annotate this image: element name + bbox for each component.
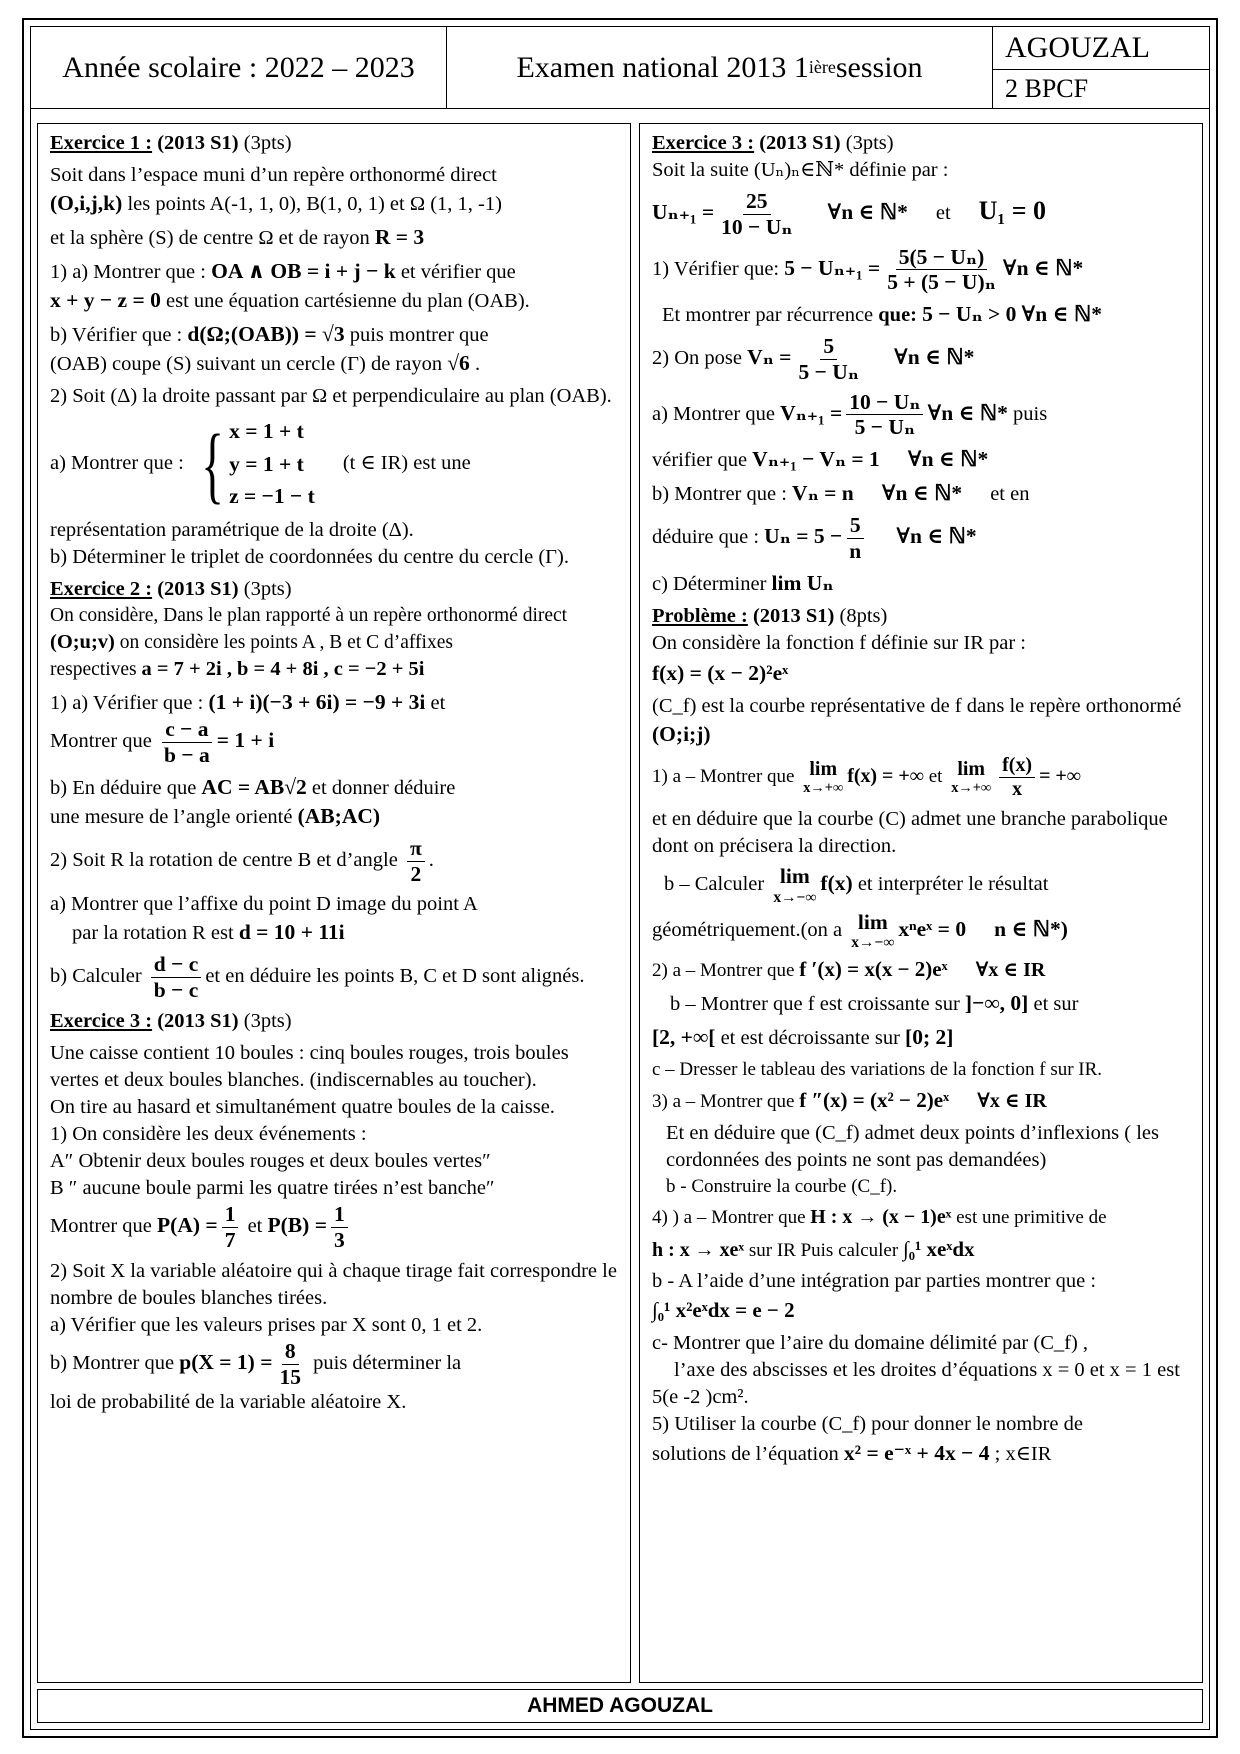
ex3l-q2b-frac — [276, 1339, 304, 1390]
pb-q1b-post: et interpréter le résultat — [852, 873, 1049, 896]
ex2-q2b-n: d − c — [151, 952, 202, 978]
pb-q1a-et: et — [923, 765, 948, 787]
ex3r-q1-lhs: 5 − Uₙ₊₁ = — [784, 255, 881, 280]
ex3r-q2b — [652, 479, 1190, 508]
exam-suffix: session — [835, 50, 923, 84]
ex2-angle-n: π — [407, 836, 425, 862]
pb-q1a-e2: = +∞ — [1039, 764, 1081, 787]
ex2-q2b-post: et en déduire les points B, C et D sont alignés. — [205, 965, 585, 988]
ex2-q1a-eq: (1 + i)(−3 + 6i) = −9 + 3i — [208, 690, 426, 715]
ex3r-q2b-l2-frac — [846, 513, 864, 564]
ex2-q1a — [50, 688, 618, 768]
header-author: AGOUZAL — [993, 27, 1209, 70]
pb-q3a-eq: f ″(x) = (x² − 2)eˣ — [799, 1088, 950, 1113]
ex3r-q2a-d: 5 − Uₙ — [854, 415, 916, 440]
pb-lim-sub-3: x→−∞ — [773, 888, 817, 906]
ex3l-q2b-n: 8 — [282, 1339, 299, 1365]
ex3r-q2a-l2-q: ∀n ∈ ℕ* — [907, 447, 989, 472]
pb-q5-eq: x² = e⁻ˣ + 4x − 4 — [843, 1440, 990, 1465]
pb-q4a-int: ∫₀¹ xeˣdx — [902, 1236, 975, 1261]
pb-lim-word-3: lim — [779, 863, 810, 888]
pb-lim-sub-2: x→+∞ — [951, 779, 992, 796]
ex3r-q2-frac — [795, 334, 861, 385]
pb-q3b: b - Construire la courbe (C_f). — [666, 1176, 898, 1198]
ex2-angle-d: 2 — [410, 861, 422, 886]
ex1-q1a-pre: 1) a) Montrer que : — [50, 261, 212, 284]
pb-lim-sub-1: x→+∞ — [803, 779, 844, 796]
ex3r-q1-l2 — [652, 300, 1190, 329]
header-class: 2 BPCF — [1005, 74, 1089, 103]
ex3r-q1 — [652, 245, 1190, 296]
footer-author: AHMED AGOUZAL — [37, 1689, 1203, 1723]
right-column — [639, 123, 1203, 1683]
ex2-q2a-l2: par la rotation R est — [72, 922, 239, 945]
exam-sup: ière — [808, 57, 836, 77]
pb-l1: On considère la fonction f définie sur IR par : — [652, 631, 1027, 654]
ex2-q2a-eq: d = 10 + 11i — [238, 920, 345, 945]
pb-q1a-frac — [999, 754, 1035, 801]
pb-q1a-pre: 1) a – Montrer que — [652, 765, 800, 787]
ex3l-pa-d: 7 — [224, 1228, 236, 1253]
year-text: Année scolaire : 2022 – 2023 — [62, 50, 415, 84]
ex1-q1a-post: et vérifier que — [395, 261, 516, 284]
left-column — [37, 123, 631, 1683]
ex1-plane-post: est une équation cartésienne du plan (OAB). — [160, 290, 530, 313]
ex1-q1b-pre: b) Vérifier que : — [50, 324, 188, 347]
ex1-q1b-end: . — [469, 353, 481, 376]
pb-lim-word-1: lim — [809, 757, 838, 780]
header-year — [31, 27, 447, 109]
ex3l-pb-frac — [331, 1202, 348, 1253]
ex3r-pts: (3pts) — [845, 132, 894, 154]
pb-lim-word-2: lim — [957, 757, 986, 780]
ex3l-q2: 2) Soit X la variable aléatoire qui à chaque tirage fait correspondre le nombre de boules blanches tirées. — [50, 1259, 617, 1309]
ex3r-tag: (2013 S1) — [759, 132, 841, 154]
ex3r-q1-n: 5(5 − Uₙ) — [896, 245, 988, 271]
ex3r-q2-q: ∀n ∈ ℕ* — [893, 345, 975, 370]
inner-frame — [30, 26, 1210, 1730]
pb-q4b: b - A l’aide d’une intégration par parties montrer que : — [652, 1270, 1097, 1293]
ex1-sys-z: z = −1 − t — [229, 484, 315, 509]
pb-lim-word-4: lim — [857, 909, 888, 934]
ex2-q1b-l2: une mesure de l’angle orienté — [50, 805, 298, 828]
pb-tag: (2013 S1) — [752, 604, 835, 627]
ex1-q2a-post: (t ∈ IR) est une — [342, 452, 471, 475]
ex2-q2: 2) Soit R la rotation de centre B et d’angle $\frac{\pi}{2}$ . — [50, 835, 434, 886]
ex1-radius: R = 3 — [374, 225, 425, 250]
ex3l-q1: 1) On considère les deux événements : — [50, 1123, 367, 1146]
ex3r-q2b-l2-pre: déduire que : — [652, 526, 765, 549]
ex2-affixes: a = 7 + 2i , b = 4 + 8i , c = −2 + 5i — [141, 658, 425, 681]
ex3r-q1-l2-eq: 5 − Uₙ > 0 — [922, 302, 1017, 327]
ex1-tag: (2013 S1) — [157, 132, 239, 154]
pb-f — [652, 659, 1190, 688]
ex3r-q2b-l2-q: ∀n ∈ ℕ* — [896, 524, 977, 549]
pb-q3a — [652, 1087, 1190, 1115]
pb-q1b — [652, 865, 1190, 906]
pb-q2b-l2 — [652, 1023, 1190, 1052]
ex3r-q2a-q: ∀n ∈ ℕ* — [927, 400, 1008, 425]
ex2-q2b-frac — [151, 952, 202, 1003]
ex1-pts: (3pts) — [243, 132, 292, 154]
ex3r-q1-l2-que: que: — [878, 304, 917, 327]
pb-q2b — [652, 989, 1190, 1018]
pb-q1b-l2-q: n ∈ ℕ*) — [994, 916, 1068, 941]
ex2-q2a — [50, 891, 618, 947]
ex1-plane-eq: x + y − z = 0 — [50, 288, 161, 313]
pb-l2 — [652, 693, 1190, 749]
ex3r-q2b-l2-lhs: Uₙ = 5 − — [764, 524, 843, 549]
ex3l-pb: P(B) = — [267, 1213, 327, 1238]
ex3r-rec-q: ∀n ∈ ℕ* — [827, 200, 908, 225]
ex3r-rec-d: 10 − Uₙ — [721, 214, 793, 239]
ex3l-show-pre: Montrer que — [50, 1215, 158, 1238]
pb-q1a-lim2 — [951, 759, 991, 797]
ex2-q1a-pre: 1) a) Vérifier que : — [50, 692, 209, 715]
ex3r-q2a-l2-eq: Vₙ₊₁ − Vₙ = 1 — [752, 447, 880, 472]
pb-q1b-e: f(x) — [820, 871, 853, 896]
pb-q1b-l2-lim — [851, 911, 894, 952]
ex2-frac-n: c − a — [162, 717, 211, 743]
ex3r-u1: U₁ = 0 — [978, 196, 1047, 226]
ex3l-and: et — [242, 1215, 268, 1238]
ex1-sphere — [50, 223, 618, 252]
ex2-q1a-post: et — [425, 692, 446, 715]
ex3l-q2a: a) Vérifier que les valeurs prises par X sont 0, 1 et 2. — [50, 1313, 483, 1336]
pb-q5-q: ; x∈IR — [989, 1442, 1052, 1465]
ex1-sys-x: x = 1 + t — [229, 419, 304, 444]
pb-q4a-eq: H : x → (x − 1)eˣ — [810, 1206, 952, 1229]
ex1-title — [50, 130, 618, 157]
pb-q2b-i2: [2, +∞[ — [652, 1025, 716, 1050]
pb-q2c: c – Dresser le tableau des variations de la fonction f sur IR. — [652, 1059, 1103, 1081]
ex3l-show — [50, 1202, 618, 1253]
ex3l-title — [50, 1008, 618, 1035]
pb-q4c-l2: l’axe des abscisses et les droites d’équations x = 0 et x = 1 est 5(e -2 )cm². — [652, 1359, 1180, 1409]
ex3l-q2b-eq: p(X = 1) = — [179, 1349, 273, 1374]
pb-q4c-l1: c- Montrer que l’aire du domaine délimité par (C_f) , — [652, 1332, 1089, 1355]
ex1-q2: 2) Soit (Δ) la droite passant par Ω et perpendiculaire au plan (OAB). — [50, 385, 612, 408]
ex2-q1b-angle: (AB;AC) — [297, 803, 381, 828]
pb-q3a-q: ∀x ∈ IR — [977, 1090, 1047, 1113]
ex1-q2a-l2: représentation paramétrique de la droite (Δ). — [50, 519, 414, 542]
ex2-heading: Exercice 2 : — [50, 578, 153, 601]
pb-heading: Problème : — [652, 604, 748, 627]
ex3r-q1-d: 5 + (5 − U)ₙ — [887, 270, 996, 295]
pb-q3a-l2: Et en déduire que (C_f) admet deux points d’inflexions ( les cordonnées des points ne sont pas demandées) — [666, 1122, 1160, 1172]
ex2-q2b-pre: b) Calculer — [50, 965, 147, 988]
ex3r-q2a-n: 10 − Uₙ — [846, 390, 923, 416]
pb-q2a-pre: 2) a – Montrer que — [652, 960, 800, 982]
ex3r-q2b-l2-d: n — [849, 538, 862, 563]
ex3l-heading: Exercice 3 : — [50, 1009, 153, 1032]
ex3r-q2c-eq: lim Uₙ — [771, 570, 834, 595]
pb-q5 — [652, 1411, 1190, 1467]
pb-q2a-q: ∀x ∈ IR — [975, 959, 1046, 982]
pb-q4c — [652, 1330, 1190, 1411]
pb-q1b-l2-pre: géométriquement.(on a — [652, 918, 848, 941]
ex1-q2a — [50, 415, 618, 512]
ex2-tag: (2013 S1) — [157, 578, 239, 601]
pb-q3a-pre: 3) a – Montrer que — [652, 1091, 800, 1113]
ex1-q1b — [50, 320, 618, 378]
pb-q2b-l2-text: et est décroissante sur — [715, 1027, 906, 1050]
ex3r-rec — [652, 189, 1190, 240]
ex3l-l2: On tire au hasard et simultanément quatre boules de la caisse. — [50, 1096, 555, 1119]
pb-q4a — [652, 1204, 1190, 1230]
pb-q4a-l2-mid: sur IR Puis calculer — [744, 1239, 903, 1261]
pb-q2b-pre: b – Montrer que f est croissante sur — [670, 993, 965, 1016]
pb-title — [652, 603, 1190, 630]
ex2-q2a-l1: a) Montrer que l’affixe du point D image du point A — [50, 893, 478, 916]
pb-frame: (O;i;j) — [652, 721, 711, 746]
pb-q4a-l2 — [652, 1236, 1190, 1264]
ex2-pts: (3pts) — [243, 578, 292, 601]
ex3l-q2b-l2: loi de probabilité de la variable aléatoire X. — [50, 1391, 407, 1414]
ex3r-q2a-frac — [846, 390, 923, 441]
ex2-q2b — [50, 952, 618, 1003]
ex2-angle-frac — [407, 836, 425, 887]
ex3l-q2b — [50, 1339, 618, 1417]
ex2-q1b-pre: b) En déduire que — [50, 776, 202, 799]
pb-q1a-l2: et en déduire que la courbe (C) admet une branche parabolique dont on précisera la direction. — [652, 807, 1168, 857]
ex3r-q1-l2-pre: Et montrer par récurrence — [662, 304, 879, 327]
pb-q4b-eq-line — [652, 1297, 1190, 1325]
ex3r-q2-d: 5 − Uₙ — [798, 359, 859, 384]
ex3r-q2 — [652, 334, 1190, 385]
ex3r-q2b-eq: Vₙ = n — [792, 481, 854, 506]
pb-q1a-fn: f(x) — [999, 754, 1035, 778]
ex1-q1b-post: puis montrer que — [344, 324, 489, 347]
ex3r-q2b-l2 — [652, 513, 1190, 564]
ex3r-q2a — [652, 390, 1190, 441]
ex1-heading: Exercice 1 : — [50, 132, 153, 154]
ex3l-q2b-d: 15 — [279, 1364, 301, 1389]
ex3l-pts: (3pts) — [243, 1009, 292, 1032]
ex1-l1: Soit dans l’espace muni d’un repère orthonormé direct — [50, 164, 497, 187]
ex3r-q2c-pre: c) Déterminer — [652, 572, 772, 595]
ex3r-q2a-post: puis — [1007, 402, 1048, 425]
ex3r-q2a-pre: a) Montrer que — [652, 402, 781, 425]
pb-q1a-lim1 — [803, 759, 843, 797]
ex1-q2a-pre: a) Montrer que : — [50, 452, 184, 475]
ex3r-q2b-post: et en — [990, 483, 1030, 506]
ex3l-q2b-pre: b) Montrer que — [50, 1351, 180, 1374]
ex3r-q2b-q: ∀n ∈ ℕ* — [881, 481, 963, 506]
pb-q4b-eq: ∫₀¹ x²eˣdx = e − 2 — [652, 1298, 795, 1323]
pb-q5-l2-pre: solutions de l’équation — [652, 1442, 844, 1465]
ex2-q2b-d: b − c — [153, 978, 199, 1003]
ex3r-rec-n: 25 — [743, 189, 771, 215]
pb-q4a-post: est une primitive de — [951, 1207, 1107, 1229]
pb-q2a — [652, 956, 1190, 984]
brace-icon: { — [201, 415, 224, 512]
ex3r-q1-q: ∀n ∈ ℕ* — [1002, 255, 1084, 280]
ex1-l2: les points A(-1, 1, 0), B(1, 0, 1) et Ω (1, 1, -1) — [122, 193, 502, 216]
ex1-sys-y: y = 1 + t — [229, 451, 304, 476]
pb-q2b-i3: [0; 2] — [905, 1025, 954, 1050]
ex1-q1a — [50, 257, 618, 315]
ex3r-q2b-l2-n: 5 — [847, 513, 864, 539]
ex3r-q2b-pre: b) Montrer que : — [652, 483, 793, 506]
ex1-system — [192, 415, 315, 512]
ex2-q1a-l2: Montrer que — [50, 730, 158, 753]
ex3l-q2b-post: puis déterminer la — [308, 1351, 462, 1374]
pb-q1a — [652, 754, 1190, 801]
pb-f-eq: f(x) = (x − 2)²eˣ — [652, 660, 789, 685]
pb-q4a-l2-h: h : x → xeˣ — [652, 1238, 745, 1261]
ex1-q1a-eq: OA ∧ OB = i + j − k — [211, 259, 396, 284]
ex3r-q2c — [652, 569, 1190, 598]
header-exam — [447, 27, 993, 109]
ex3r-q2a-l2 — [652, 445, 1190, 474]
exam-prefix: Examen national 2013 1 — [516, 50, 809, 84]
ex2-l1b: on considère les points A , B et C d’affixes — [114, 632, 453, 654]
ex3r-rec-et: et — [935, 202, 951, 225]
ex3r-q2-pre: 2) On pose — [652, 347, 748, 370]
pb-q2a-eq: f ′(x) = x(x − 2)eˣ — [799, 957, 948, 982]
ex3r-q1-pre: 1) Vérifier que: — [652, 257, 785, 280]
pb-q1b-l2 — [652, 911, 1190, 952]
ex2-title — [50, 576, 618, 603]
ex1-intro — [50, 162, 618, 218]
ex3r-q2-n: 5 — [820, 334, 837, 360]
ex3l-tag: (2013 S1) — [157, 1009, 239, 1032]
ex3l-event-b: B ″ aucune boule parmi les quatre tirées n’est banche″ — [50, 1177, 495, 1200]
header-author-box — [993, 27, 1209, 109]
ex1-q1b-l2: (OAB) coupe (S) suivant un cercle (Γ) de rayon — [50, 353, 448, 376]
pb-q5-l1: 5) Utiliser la courbe (C_f) pour donner le nombre de — [652, 1413, 1083, 1436]
ex2-intro — [50, 603, 618, 683]
ex3r-l1: Soit la suite (Uₙ)ₙ∈ℕ* définie par : — [652, 159, 949, 182]
pb-q1b-lim — [773, 865, 816, 906]
ex1-l3: et la sphère (S) de centre Ω et de rayon — [50, 227, 375, 250]
ex3r-title — [652, 130, 1190, 157]
ex3l-pb-n: 1 — [331, 1202, 348, 1228]
ex2-q1b-post: et donner déduire — [306, 776, 456, 799]
ex3l-l1: Une caisse contient 10 boules : cinq boules rouges, trois boules vertes et deux boules blanches. (indiscernables au toucher). — [50, 1042, 569, 1092]
ex2-l2: respectives — [50, 659, 142, 681]
ex2-q1b-eq: AC = AB√2 — [201, 774, 307, 799]
page-frame — [22, 18, 1218, 1738]
ex1-q1b-eq: d(Ω;(OAB)) = √3 — [187, 322, 345, 347]
ex3r-q1-l2-q: ∀n ∈ ℕ* — [1021, 302, 1102, 327]
ex3r-q2a-l2-pre: vérifier que — [652, 449, 753, 472]
ex3l-pa: P(A) = — [157, 1213, 218, 1238]
pb-q2b-mid: et sur — [1028, 993, 1079, 1016]
ex2-frame: (O;u;v) — [50, 631, 115, 654]
pb-q2b-i1: ]−∞, 0] — [964, 991, 1029, 1016]
ex2-l1: On considère, Dans le plan rapporté à un repère orthonormé direct — [50, 605, 568, 627]
pb-q4a-pre: 4) ) a – Montrer que — [652, 1207, 811, 1229]
ex2-frac-eq: = 1 + i — [216, 728, 275, 753]
ex2-q2-pre: 2) Soit R la rotation de centre B et d’angle — [50, 848, 403, 871]
ex3r-rec-frac — [718, 189, 795, 240]
ex3r-q2-lhs: Vₙ = — [747, 345, 792, 370]
ex2-frac — [161, 717, 213, 768]
ex3r-q1-frac — [884, 245, 999, 296]
ex2-q1b — [50, 773, 618, 831]
pb-pts: (8pts) — [839, 604, 888, 627]
ex1-q2b: b) Déterminer le triplet de coordonnées du centre du cercle (Γ). — [50, 546, 569, 569]
ex3r-rec-lhs: Uₙ₊₁ = — [652, 200, 715, 225]
pb-q1b-l2-e: xⁿeˣ = 0 — [898, 916, 967, 941]
ex1-q1b-r: √6 — [447, 351, 470, 376]
ex3l-pb-d: 3 — [333, 1228, 345, 1253]
ex3r-heading: Exercice 3 : — [652, 132, 755, 154]
pb-q1a-e1: f(x) = +∞ — [847, 764, 924, 787]
ex2-frac-d: b − a — [164, 743, 210, 768]
pb-lim-sub-4: x→−∞ — [851, 934, 895, 952]
ex3l-event-a: A″ Obtenir deux boules rouges et deux boules vertes″ — [50, 1150, 491, 1173]
ex3l-pa-frac — [222, 1202, 239, 1253]
pb-q1a-fd: x — [1012, 777, 1023, 800]
ex1-frame: (O,i,j,k) — [50, 191, 123, 216]
ex3r-q2a-lhs: Vₙ₊₁ = — [780, 400, 843, 425]
pb-l2-text: (C_f) est la courbe représentative de f dans le repère orthonormé — [652, 694, 1182, 717]
ex3l-pa-n: 1 — [222, 1202, 239, 1228]
pb-q1b-pre: b – Calculer — [664, 873, 770, 896]
